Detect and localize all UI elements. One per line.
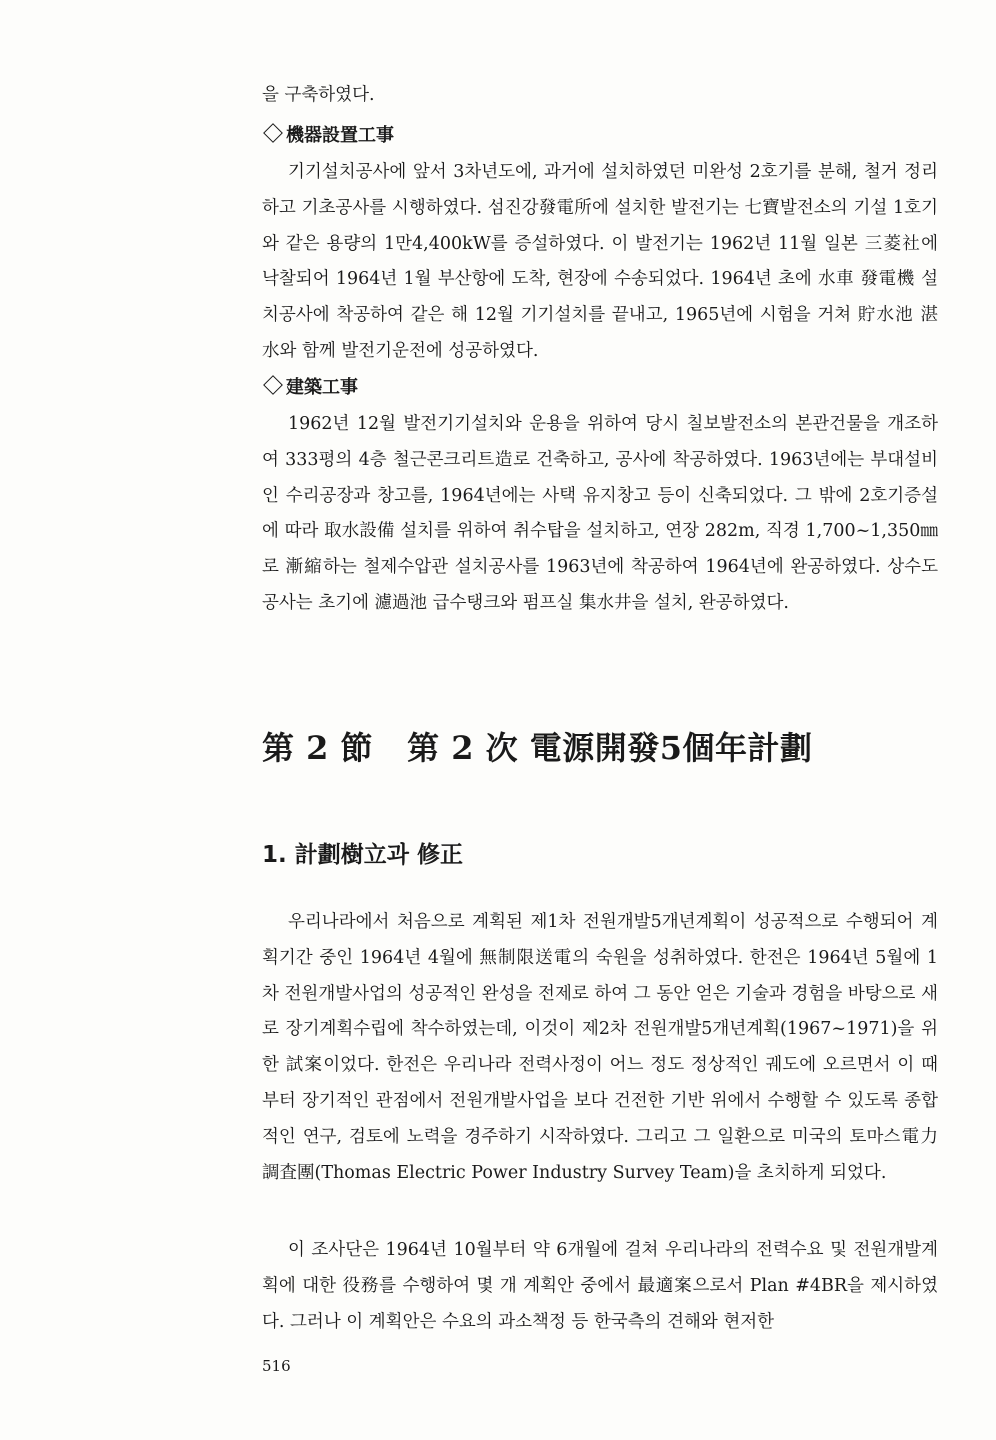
- intro-tail-text: 을 구축하였다.: [262, 85, 375, 105]
- subsection-title: 1. 計劃樹立과 修正: [262, 842, 463, 868]
- paragraph-survey-team: 이 조사단은 1964년 10월부터 약 6개월에 걸쳐 우리나라의 전력수요 및 전원개발계획에 대한 役務를 수행하여 몇 개 계획안 중에서 最適案으로서 Plan #4BR을 제시하였다. 그러나 이 계획안은 수요의 과소책정 등 한국측의 견해와 현저한: [262, 1240, 938, 1332]
- section-title: [262, 728, 813, 768]
- building-work-heading-text: 建築工事: [286, 377, 358, 398]
- section-title-text: 第 2 次 電源開發5個年計劃: [407, 729, 813, 767]
- diamond-bullet-icon: [263, 375, 283, 395]
- machine-installation-heading: [262, 124, 394, 148]
- machine-installation-paragraph: 기기설치공사에 앞서 3차년도에, 과거에 설치하였던 미완성 2호기를 분해, 철거 정리하고 기초공사를 시행하였다. 섬진강發電所에 설치한 발전기는 七寶발전소의 기설 1호기와 같은 용량의 1만4,400kW를 증설하였다. 이 발전기는 1962년 11월 일본 三菱社에 낙찰되어 1964년 1월 부산항에 도착, 현장에 수송되었다. 1964년 초에 水車 發電機 설치공사에 착공하여 같은 해 12월 기기설치를 끝내고, 1965년에 시험을 거쳐 貯水池 湛水와 함께 발전기운전에 성공하였다.: [262, 162, 938, 361]
- machine-installation-heading-text: 機器設置工事: [286, 125, 394, 146]
- section-number: 第 2 節: [262, 729, 374, 767]
- building-work-heading: [262, 376, 358, 400]
- paragraph-planning: 우리나라에서 처음으로 계획된 제1차 전원개발5개년계획이 성공적으로 수행되어 계획기간 중인 1964년 4월에 無制限送電의 숙원을 성취하였다. 한전은 1964년 5월에 1차 전원개발사업의 성공적인 완성을 전제로 하여 그 동안 얻은 기술과 경험을 바탕으로 새로 장기계획수립에 착수하였는데, 이것이 제2차 전원개발5개년계획(1967~1971)을 위한 試案이었다. 한전은 우리나라 전력사정이 어느 정도 정상적인 궤도에 오르면서 이 때부터 장기적인 관점에서 전원개발사업을 보다 건전한 기반 위에서 수행할 수 있도록 종합적인 연구, 검토에 노력을 경주하기 시작하였다. 그리고 그 일환으로 미국의 토마스電力調査團(Thomas Electric Power Industry Survey Team)을 초치하게 되었다.: [262, 912, 938, 1183]
- page-number: 516: [262, 1357, 291, 1375]
- diamond-bullet-icon: [263, 123, 283, 143]
- building-work-paragraph: 1962년 12월 발전기기설치와 운용을 위하여 당시 칠보발전소의 본관건물을 개조하여 333평의 4층 철근콘크리트造로 건축하고, 공사에 착공하였다. 1963년에는 부대설비인 수리공장과 창고를, 1964년에는 사택 유지창고 등이 신축되었다. 그 밖에 2호기증설에 따라 取水設備 설치를 위하여 취수탑을 설치하고, 연장 282m, 직경 1,700~1,350㎜로 漸縮하는 철제수압관 설치공사를 1963년에 착공하여 1964년에 완공하였다. 상수도공사는 초기에 濾過池 급수탱크와 펌프실 集水井을 설치, 완공하였다.: [262, 414, 938, 613]
